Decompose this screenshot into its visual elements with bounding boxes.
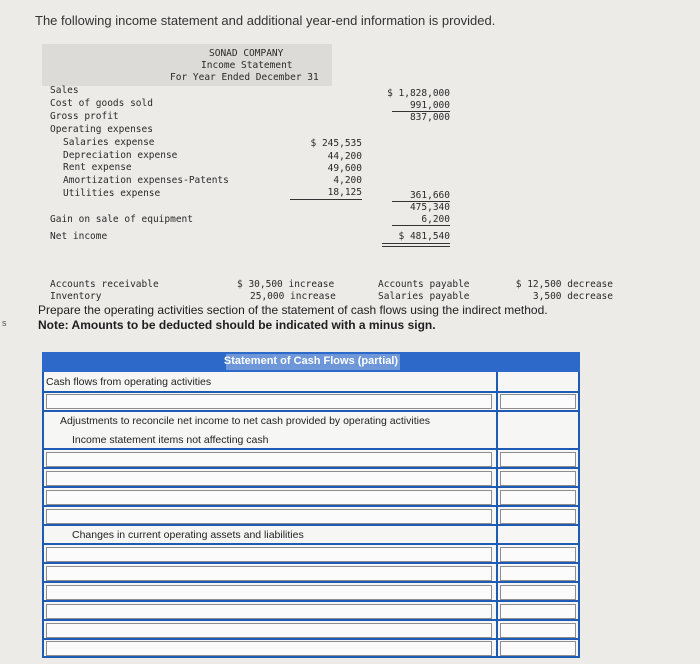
depreciation-expense-value: 44,200 <box>327 151 362 162</box>
change-description-input[interactable] <box>46 585 492 600</box>
change-amount-input[interactable] <box>500 604 576 619</box>
rent-expense-label: Rent expense <box>63 162 132 173</box>
change-description-input[interactable] <box>46 641 492 656</box>
utilities-underline <box>290 199 362 200</box>
grid-line <box>42 581 580 583</box>
change-amount-input[interactable] <box>500 641 576 656</box>
grid-line <box>42 486 580 488</box>
total-operating-expenses-value: 361,660 <box>409 190 450 201</box>
net-income-description-input[interactable] <box>46 394 492 409</box>
instructions-note: Note: Amounts to be deducted should be indicated with a minus sign. <box>38 318 436 332</box>
change-amount-input[interactable] <box>500 585 576 600</box>
gain-on-sale-label: Gain on sale of equipment <box>50 214 193 225</box>
grid-line <box>42 656 580 658</box>
operating-expenses-label: Operating expenses <box>50 124 153 135</box>
amortization-expense-label: Amortization expenses-Patents <box>63 175 229 186</box>
depreciation-expense-label: Depreciation expense <box>63 150 178 161</box>
salaries-payable-change: 3,500 decrease <box>532 291 613 302</box>
adjustment-description-input[interactable] <box>46 471 492 486</box>
adjustment-amount-input[interactable] <box>500 452 576 467</box>
changes-label: Changes in current operating assets and liabilities <box>72 529 304 541</box>
cogs-label: Cost of goods sold <box>50 98 153 109</box>
grid-line <box>42 619 580 621</box>
adjustment-amount-input[interactable] <box>500 509 576 524</box>
gross-profit-value: 837,000 <box>409 112 450 123</box>
gross-profit-label: Gross profit <box>50 111 119 122</box>
accounts-payable-label: Accounts payable <box>378 279 470 290</box>
side-margin-mark: s <box>2 318 7 328</box>
salaries-payable-label: Salaries payable <box>378 291 470 302</box>
operating-activities-label: Cash flows from operating activities <box>46 376 212 388</box>
grid-line <box>42 524 580 526</box>
net-income-value: $ 481,540 <box>398 231 450 242</box>
change-description-input[interactable] <box>46 547 492 562</box>
adjustment-amount-input[interactable] <box>500 490 576 505</box>
gain-underline <box>392 225 450 226</box>
adjustment-description-input[interactable] <box>46 509 492 524</box>
change-description-input[interactable] <box>46 623 492 638</box>
grid-line-vertical <box>42 372 44 658</box>
subtotal-value: 475,340 <box>409 202 450 213</box>
grid-line <box>42 600 580 602</box>
statement-period: For Year Ended December 31 <box>170 72 319 83</box>
salaries-expense-label: Salaries expense <box>63 137 155 148</box>
sales-label: Sales <box>50 85 79 96</box>
grid-line-vertical <box>496 372 498 658</box>
cash-flow-title: Statement of Cash Flows (partial) <box>223 355 399 367</box>
cogs-value: 991,000 <box>409 100 450 111</box>
net-income-amount-input[interactable] <box>500 394 576 409</box>
grid-line <box>42 467 580 469</box>
amortization-expense-value: 4,200 <box>333 175 362 186</box>
grid-line <box>42 391 580 393</box>
adjustments-label: Adjustments to reconcile net income to net cash provided by operating activities <box>60 415 431 427</box>
change-description-input[interactable] <box>46 604 492 619</box>
utilities-expense-label: Utilities expense <box>63 188 161 199</box>
accounts-payable-change: $ 12,500 decrease <box>515 279 613 290</box>
accounts-receivable-label: Accounts receivable <box>50 279 159 290</box>
grid-line <box>42 448 580 450</box>
grid-line <box>42 505 580 507</box>
adjustment-description-input[interactable] <box>46 452 492 467</box>
income-items-label: Income statement items not affecting cash <box>72 434 269 446</box>
change-amount-input[interactable] <box>500 547 576 562</box>
utilities-expense-value: 18,125 <box>327 187 362 198</box>
rent-expense-value: 49,600 <box>327 163 362 174</box>
instructions-text: Prepare the operating activities section of the statement of cash flows using the indirect method. <box>38 303 548 317</box>
net-income-label: Net income <box>50 231 108 242</box>
salaries-expense-value: $ 245,535 <box>310 138 362 149</box>
cash-flow-table <box>42 352 580 658</box>
grid-line-vertical <box>578 372 580 658</box>
grid-line <box>42 543 580 545</box>
accounts-receivable-change: $ 30,500 increase <box>237 279 335 290</box>
problem-intro: The following income statement and additional year-end information is provided. <box>35 13 496 28</box>
inventory-change: 25,000 increase <box>250 291 336 302</box>
adjustment-description-input[interactable] <box>46 490 492 505</box>
inventory-label: Inventory <box>50 291 102 302</box>
grid-line <box>42 562 580 564</box>
cash-flow-header <box>42 352 580 372</box>
sales-value: $ 1,828,000 <box>387 88 450 99</box>
change-description-input[interactable] <box>46 566 492 581</box>
net-income-double-underline-1 <box>382 243 450 244</box>
grid-line <box>42 638 580 640</box>
net-income-double-underline-2 <box>382 246 450 247</box>
change-amount-input[interactable] <box>500 623 576 638</box>
adjustment-amount-input[interactable] <box>500 471 576 486</box>
company-name: SONAD COMPANY <box>209 48 284 59</box>
grid-line <box>42 410 580 412</box>
gain-on-sale-value: 6,200 <box>421 214 450 225</box>
change-amount-input[interactable] <box>500 566 576 581</box>
statement-title: Income Statement <box>201 60 293 71</box>
